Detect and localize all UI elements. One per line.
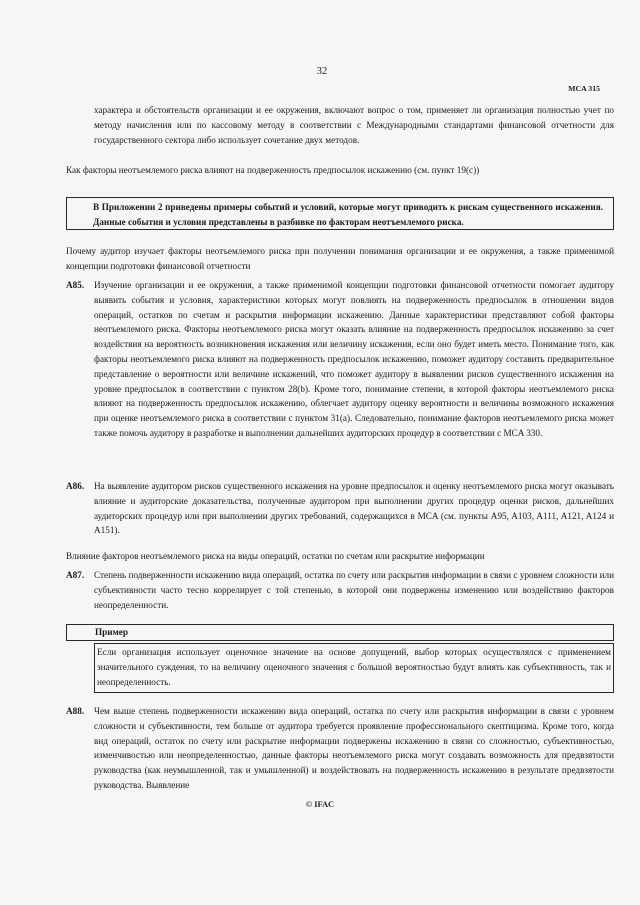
example-text: Если организация использует оценочное значение на основе допущений, выбор которых осуществлялся с применением значительного суждения, то на величину оценочного значения с большой вероятностью будут влиять как субъективность, так и неопределенность. — [97, 647, 611, 687]
appendix-note-text — [93, 200, 603, 230]
example-header-box — [66, 624, 614, 641]
paragraph-a88: Чем выше степень подверженности искажению вида операций, остатка по счету или раскрытия информации в связи с уровнем сложности и субъективности, тем больше от аудитора требуется проявление профессионального скептицизма. Кроме того, когда вид операций, остаток по счету или раскрытие информации подвержены искажению в связи со сложностью, субъективностью, изменчивостью или неопределенностью, данные факторы неотъемлемого риска могут создавать возможность для предвзятости руководства (как неумышленной, так и умышленной) и воздействовать на подверженность искажению в результате предвзятости руководства. Выявление — [94, 706, 614, 790]
page-number: 32 — [316, 66, 328, 77]
paragraph-a86: На выявление аудитором рисков существенного искажения на уровне предпосылок и оценку неотъемлемого риска могут оказывать влияние и аудиторские доказательства, полученные аудитором при выполнении других процедур оценки рисков, дальнейших аудиторских процедур или при выполнении других требований, содержащихся в MCA (см. пункты A95, A103, A111, A121, A124 и A151). — [94, 481, 614, 536]
example-body-box — [94, 643, 614, 693]
continuation-paragraph: характера и обстоятельств организации и ее окружения, включают вопрос о том, применяет ли организация полностью учет по методу начисления или по кассовому методу в соответствии с Международными стандартами финансовой отчетности для государственного сектора либо использует сочетание двух методов. — [94, 105, 614, 145]
section-heading-why: Почему аудитор изучает факторы неотъемлемого риска при получении понимания организации и ее окружения, а также применимой концепции подготовки финансовой отчетности — [66, 246, 614, 271]
paragraph-a85: Изучение организации и ее окружения, а также применимой концепции подготовки финансовой отчетности помогает аудитору выявить события и условия, характеристики которых могут повлиять на подверженность предпосылок в отношении видов операций, остатков по счетам и раскрытия информации искажению. Данные характеристики представляют собой факторы неотъемлемого риска. Факторы неотъемлемого риска могут оказать влияние на подверженность предпосылок искажению за счет воздействия на вероятность возникновения искажения или величину искажения, если оно будет иметь место. Понимание того, как факторы неотъемлемого риска влияют на подверженность предпосылок искажению, поможет аудитору составить предварительное представление о вероятности или величине искажений, что поможет аудитору в выявлении рисков существенного искажения на уровне предпосылок в соответствии с пунктом 28(b). Кроме того, понимание степени, в которой факторы неотъемлемого риска влияют на подверженность предпосылок искажению, облегчает аудитору оценку вероятности и величины возможного искажения при оценке неотъемлемого риска в соответствии с пунктом 31(a). Следовательно, понимание факторов неотъемлемого риска может также помочь аудитору в разработке и выполнении дальнейших аудиторских процедур в соответствии с MCA 330. — [94, 280, 614, 438]
standard-code: MCA 315 — [568, 84, 600, 93]
paragraph-number-a87: A87. — [66, 570, 85, 580]
appendix-note-lead: В Приложении 2 — [93, 202, 163, 212]
paragraph-number-a86: A86. — [66, 481, 85, 491]
appendix-note-box — [66, 197, 614, 230]
section-heading-factors: Как факторы неотъемлемого риска влияют на подверженность предпосылок искажению (см. пункт 19(c)) — [66, 165, 480, 175]
paragraph-number-a88: A88. — [66, 706, 85, 716]
paragraph-a87: Степень подверженности искажению вида операций, остатка по счету или раскрытия информации в связи с уровнем сложности или субъективности часто тесно коррелирует с той степенью, в которой они подвержены изменению или воздействию факторов неопределенности. — [94, 570, 614, 610]
example-label: Пример — [95, 627, 128, 637]
footer-copyright: © IFAC — [305, 800, 335, 809]
paragraph-number-a85: A85. — [66, 280, 85, 290]
appendix-note-body: приведены примеры событий и условий, которые могут приводить к рискам существенного искажения. Данные события и условия представлены в разбивке по факторам неотъемлемого риска. — [93, 202, 603, 227]
section-heading-influence: Влияние факторов неотъемлемого риска на виды операций, остатки по счетам или раскрытие информации — [66, 551, 485, 561]
